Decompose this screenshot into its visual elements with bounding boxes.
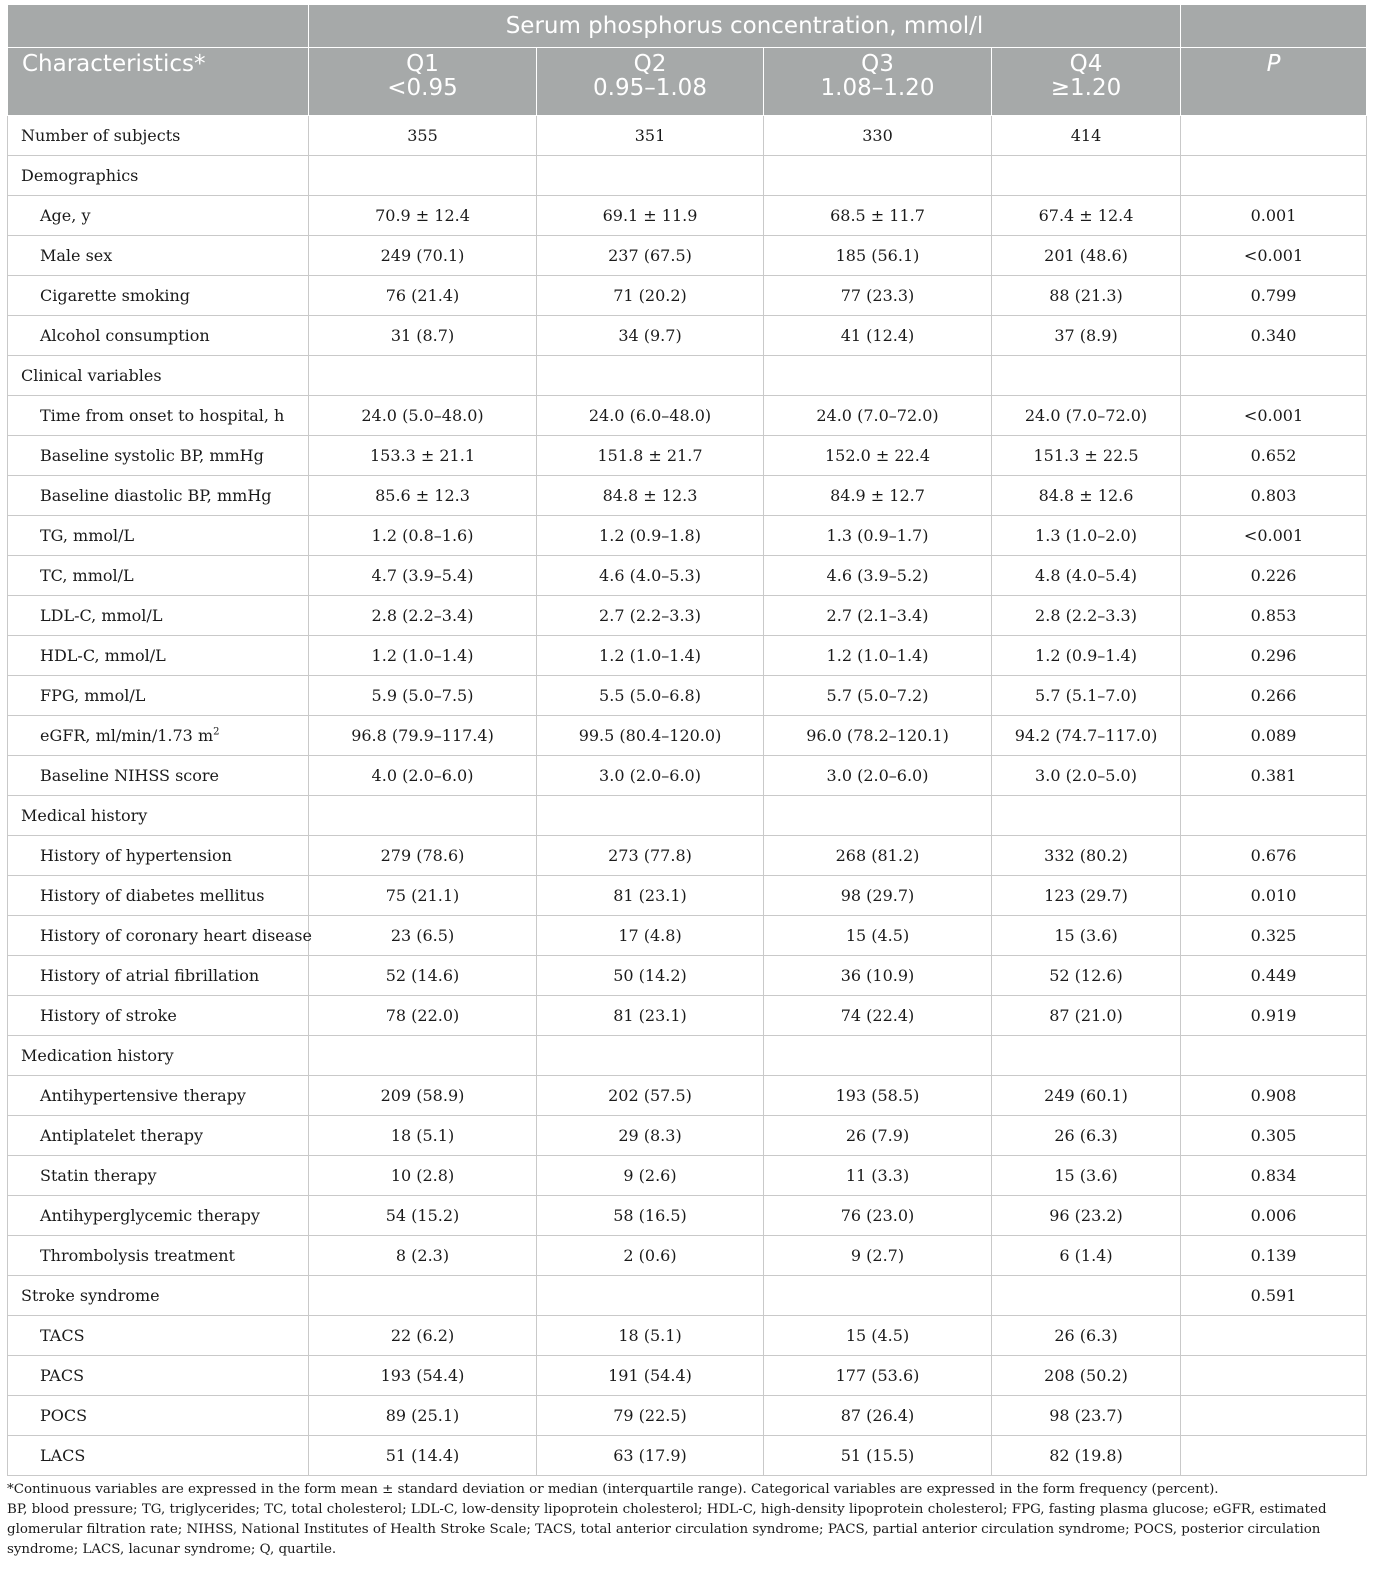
cell-q3: 193 (58.5): [764, 1076, 992, 1116]
cell-q4: 15 (3.6): [992, 1156, 1181, 1196]
cell-q4: 6 (1.4): [992, 1236, 1181, 1276]
cell-q3: 268 (81.2): [764, 836, 992, 876]
cell-q2: 69.1 ± 11.9: [537, 196, 764, 236]
row-label-text: Medical history: [21, 806, 148, 825]
table-row: [8, 156, 1367, 196]
table-row: [8, 1396, 1367, 1436]
header-title: Serum phosphorus concentration, mmol/l: [309, 5, 1181, 48]
cell-q1: [309, 1036, 537, 1076]
cell-q2: 71 (20.2): [537, 276, 764, 316]
cell-q1: 355: [309, 116, 537, 156]
row-label: [8, 236, 309, 276]
footnote-abbreviations: BP, blood pressure; TG, triglycerides; TC, total cholesterol; LDL-C, low-density lipoprotein cholesterol; HDL-C, high-density lipoprotein cholesterol; FPG, fasting plasma glucose; eGFR, estimated glomerular filtration rate; NIHSS, National Institutes of Health Stroke Scale; TACS, total anterior circulation syndrome; PACS, partial anterior circulation syndrome; POCS, posterior circulation syndrome; LACS, lacunar syndrome; Q, quartile.: [7, 1502, 1327, 1557]
cell-q1: 279 (78.6): [309, 836, 537, 876]
row-label: [8, 156, 309, 196]
cell-p: 0.381: [1181, 756, 1367, 796]
data-table: [7, 4, 1367, 1476]
table-row: [8, 316, 1367, 356]
cell-q2: 351: [537, 116, 764, 156]
cell-p: 0.908: [1181, 1076, 1367, 1116]
cell-q3: 1.2 (1.0–1.4): [764, 636, 992, 676]
cell-q1: 54 (15.2): [309, 1196, 537, 1236]
cell-q2: [537, 796, 764, 836]
cell-q3: 84.9 ± 12.7: [764, 476, 992, 516]
cell-q2: 9 (2.6): [537, 1156, 764, 1196]
header-q2-range: 0.95–1.08: [593, 75, 707, 101]
row-label-text: History of coronary heart disease: [40, 926, 312, 945]
table-row: [8, 516, 1367, 556]
cell-q1: 2.8 (2.2–3.4): [309, 596, 537, 636]
cell-q4: 249 (60.1): [992, 1076, 1181, 1116]
cell-q1: 75 (21.1): [309, 876, 537, 916]
cell-p: <0.001: [1181, 396, 1367, 436]
cell-q4: 94.2 (74.7–117.0): [992, 716, 1181, 756]
row-label-text: TG, mmol/L: [40, 526, 135, 545]
cell-q1: 193 (54.4): [309, 1356, 537, 1396]
row-label: [8, 396, 309, 436]
cell-p: [1181, 796, 1367, 836]
cell-q2: 2 (0.6): [537, 1236, 764, 1276]
header-p: P: [1181, 48, 1367, 116]
table-footnotes: [7, 1480, 1359, 1560]
cell-q4: [992, 356, 1181, 396]
table-row: [8, 876, 1367, 916]
table-row: [8, 236, 1367, 276]
cell-q3: 3.0 (2.0–6.0): [764, 756, 992, 796]
cell-q2: 81 (23.1): [537, 876, 764, 916]
cell-q3: [764, 1276, 992, 1316]
table-row: [8, 1356, 1367, 1396]
cell-q4: [992, 156, 1181, 196]
header-q3: [764, 48, 992, 116]
cell-q3: [764, 796, 992, 836]
cell-q2: [537, 1036, 764, 1076]
cell-q3: 9 (2.7): [764, 1236, 992, 1276]
row-label: [8, 716, 309, 756]
cell-q4: 414: [992, 116, 1181, 156]
row-label-text: Age, y: [40, 206, 91, 225]
header-q1-range: <0.95: [387, 75, 458, 101]
cell-q3: 77 (23.3): [764, 276, 992, 316]
header-q3-name: Q3: [861, 51, 894, 77]
cell-q2: 84.8 ± 12.3: [537, 476, 764, 516]
cell-p: 0.591: [1181, 1276, 1367, 1316]
cell-q4: 24.0 (7.0–72.0): [992, 396, 1181, 436]
table-container: [0, 4, 1373, 1560]
cell-q3: 74 (22.4): [764, 996, 992, 1036]
table-row: [8, 676, 1367, 716]
table-row: [8, 916, 1367, 956]
cell-q1: 51 (14.4): [309, 1436, 537, 1476]
row-label: [8, 196, 309, 236]
row-label-text: Number of subjects: [21, 126, 181, 145]
header-q4: [992, 48, 1181, 116]
cell-q4: 96 (23.2): [992, 1196, 1181, 1236]
table-row: [8, 116, 1367, 156]
row-label: [8, 1076, 309, 1116]
cell-q2: 24.0 (6.0–48.0): [537, 396, 764, 436]
cell-q3: 87 (26.4): [764, 1396, 992, 1436]
header-q2: [537, 48, 764, 116]
cell-q1: 22 (6.2): [309, 1316, 537, 1356]
cell-q2: 2.7 (2.2–3.3): [537, 596, 764, 636]
cell-q3: 36 (10.9): [764, 956, 992, 996]
cell-p: 0.010: [1181, 876, 1367, 916]
table-row: [8, 636, 1367, 676]
cell-q2: 1.2 (0.9–1.8): [537, 516, 764, 556]
row-label-text: Baseline NIHSS score: [40, 766, 219, 785]
row-label-text: History of stroke: [40, 1006, 177, 1025]
cell-p: 0.001: [1181, 196, 1367, 236]
table-row: [8, 276, 1367, 316]
cell-q3: 5.7 (5.0–7.2): [764, 676, 992, 716]
cell-q2: 63 (17.9): [537, 1436, 764, 1476]
cell-p: [1181, 356, 1367, 396]
cell-q2: 5.5 (5.0–6.8): [537, 676, 764, 716]
row-label: [8, 876, 309, 916]
cell-q3: 15 (4.5): [764, 916, 992, 956]
cell-q4: 123 (29.7): [992, 876, 1181, 916]
row-label: [8, 1156, 309, 1196]
cell-q4: 37 (8.9): [992, 316, 1181, 356]
cell-q4: 87 (21.0): [992, 996, 1181, 1036]
cell-q3: 177 (53.6): [764, 1356, 992, 1396]
cell-q2: 34 (9.7): [537, 316, 764, 356]
cell-q1: [309, 356, 537, 396]
cell-q1: 18 (5.1): [309, 1116, 537, 1156]
row-label-text: History of atrial fibrillation: [40, 966, 260, 985]
cell-q1: 70.9 ± 12.4: [309, 196, 537, 236]
cell-q4: 4.8 (4.0–5.4): [992, 556, 1181, 596]
row-label: [8, 796, 309, 836]
row-label-text: Male sex: [40, 246, 113, 265]
cell-q2: 17 (4.8): [537, 916, 764, 956]
row-label-text: Antihyperglycemic therapy: [40, 1206, 260, 1225]
cell-q1: 52 (14.6): [309, 956, 537, 996]
cell-q2: 58 (16.5): [537, 1196, 764, 1236]
cell-q3: 96.0 (78.2–120.1): [764, 716, 992, 756]
cell-q4: 1.3 (1.0–2.0): [992, 516, 1181, 556]
cell-q1: 153.3 ± 21.1: [309, 436, 537, 476]
cell-q3: 51 (15.5): [764, 1436, 992, 1476]
cell-q3: 68.5 ± 11.7: [764, 196, 992, 236]
cell-p: [1181, 156, 1367, 196]
cell-q4: 67.4 ± 12.4: [992, 196, 1181, 236]
cell-q1: 5.9 (5.0–7.5): [309, 676, 537, 716]
header-q2-name: Q2: [633, 51, 667, 77]
cell-p: 0.296: [1181, 636, 1367, 676]
cell-q3: [764, 356, 992, 396]
cell-q3: [764, 1036, 992, 1076]
cell-q3: 26 (7.9): [764, 1116, 992, 1156]
cell-q4: 15 (3.6): [992, 916, 1181, 956]
header-blank-left: [8, 5, 309, 48]
cell-q2: 237 (67.5): [537, 236, 764, 276]
cell-q3: 11 (3.3): [764, 1156, 992, 1196]
cell-q4: 88 (21.3): [992, 276, 1181, 316]
table-row: [8, 1236, 1367, 1276]
header-q4-name: Q4: [1069, 51, 1103, 77]
row-label-text: eGFR, ml/min/1.73 m: [40, 726, 214, 745]
table-row: [8, 1156, 1367, 1196]
cell-q2: 3.0 (2.0–6.0): [537, 756, 764, 796]
cell-q1: 1.2 (0.8–1.6): [309, 516, 537, 556]
table-row: [8, 996, 1367, 1036]
cell-p: 0.799: [1181, 276, 1367, 316]
cell-q1: 24.0 (5.0–48.0): [309, 396, 537, 436]
cell-q3: 185 (56.1): [764, 236, 992, 276]
row-label: [8, 676, 309, 716]
cell-q1: 78 (22.0): [309, 996, 537, 1036]
cell-q3: 330: [764, 116, 992, 156]
header-q4-range: ≥1.20: [1050, 75, 1122, 101]
row-label: [8, 436, 309, 476]
cell-q2: [537, 156, 764, 196]
table-row: [8, 956, 1367, 996]
row-label: [8, 1196, 309, 1236]
row-label: [8, 836, 309, 876]
cell-q3: 41 (12.4): [764, 316, 992, 356]
table-row: [8, 1036, 1367, 1076]
cell-p: 0.449: [1181, 956, 1367, 996]
header-q3-range: 1.08–1.20: [820, 75, 935, 101]
row-label-text: Demographics: [21, 166, 139, 185]
table-row: [8, 1116, 1367, 1156]
row-label: [8, 1036, 309, 1076]
cell-p: [1181, 116, 1367, 156]
cell-q1: 8 (2.3): [309, 1236, 537, 1276]
cell-q1: 1.2 (1.0–1.4): [309, 636, 537, 676]
cell-p: 0.006: [1181, 1196, 1367, 1236]
row-label-text: POCS: [40, 1406, 88, 1425]
cell-q1: 4.7 (3.9–5.4): [309, 556, 537, 596]
row-label-text: History of hypertension: [40, 846, 232, 865]
cell-p: [1181, 1356, 1367, 1396]
row-label-text: Thrombolysis treatment: [40, 1246, 235, 1265]
cell-p: 0.834: [1181, 1156, 1367, 1196]
cell-q4: 98 (23.7): [992, 1396, 1181, 1436]
cell-p: 0.340: [1181, 316, 1367, 356]
cell-p: 0.266: [1181, 676, 1367, 716]
table-row: [8, 196, 1367, 236]
cell-q1: 76 (21.4): [309, 276, 537, 316]
row-label-text: LDL-C, mmol/L: [40, 606, 163, 625]
table-body: [8, 116, 1367, 1476]
row-label-text: FPG, mmol/L: [40, 686, 146, 705]
row-label: [8, 636, 309, 676]
cell-q2: 99.5 (80.4–120.0): [537, 716, 764, 756]
cell-p: [1181, 1436, 1367, 1476]
row-label-text: TC, mmol/L: [40, 566, 134, 585]
row-label: [8, 516, 309, 556]
cell-q4: 26 (6.3): [992, 1316, 1181, 1356]
cell-q1: [309, 156, 537, 196]
cell-q4: 82 (19.8): [992, 1436, 1181, 1476]
cell-q4: 3.0 (2.0–5.0): [992, 756, 1181, 796]
row-label: [8, 956, 309, 996]
cell-q2: 202 (57.5): [537, 1076, 764, 1116]
row-label-text: Antiplatelet therapy: [40, 1126, 203, 1145]
cell-p: 0.919: [1181, 996, 1367, 1036]
header-blank-right: [1181, 5, 1367, 48]
row-label: [8, 1356, 309, 1396]
cell-q1: 249 (70.1): [309, 236, 537, 276]
cell-q3: 24.0 (7.0–72.0): [764, 396, 992, 436]
table-row: [8, 1196, 1367, 1236]
cell-q1: 209 (58.9): [309, 1076, 537, 1116]
cell-q3: 98 (29.7): [764, 876, 992, 916]
cell-q1: 4.0 (2.0–6.0): [309, 756, 537, 796]
row-label-text: Baseline systolic BP, mmHg: [40, 446, 264, 465]
row-label-text: Medication history: [21, 1046, 174, 1065]
table-row: [8, 436, 1367, 476]
cell-p: 0.676: [1181, 836, 1367, 876]
cell-q4: 2.8 (2.2–3.3): [992, 596, 1181, 636]
row-label: [8, 476, 309, 516]
table-row: [8, 396, 1367, 436]
cell-p: [1181, 1396, 1367, 1436]
cell-p: <0.001: [1181, 236, 1367, 276]
cell-q3: 15 (4.5): [764, 1316, 992, 1356]
cell-q1: 85.6 ± 12.3: [309, 476, 537, 516]
cell-q3: 152.0 ± 22.4: [764, 436, 992, 476]
cell-q4: 332 (80.2): [992, 836, 1181, 876]
row-label-superscript: 2: [213, 726, 220, 738]
cell-p: 0.089: [1181, 716, 1367, 756]
cell-q2: [537, 356, 764, 396]
cell-q4: [992, 1036, 1181, 1076]
cell-p: 0.853: [1181, 596, 1367, 636]
cell-q1: 96.8 (79.9–117.4): [309, 716, 537, 756]
cell-q4: 201 (48.6): [992, 236, 1181, 276]
cell-q2: 79 (22.5): [537, 1396, 764, 1436]
row-label: [8, 756, 309, 796]
cell-p: 0.226: [1181, 556, 1367, 596]
row-label: [8, 556, 309, 596]
cell-p: <0.001: [1181, 516, 1367, 556]
header-q1: [309, 48, 537, 116]
cell-q2: 273 (77.8): [537, 836, 764, 876]
row-label: [8, 316, 309, 356]
cell-q2: 29 (8.3): [537, 1116, 764, 1156]
cell-q4: 5.7 (5.1–7.0): [992, 676, 1181, 716]
row-label: [8, 1236, 309, 1276]
table-row: [8, 796, 1367, 836]
footnote-definitions: *Continuous variables are expressed in the form mean ± standard deviation or median (interquartile range). Categorical variables are expressed in the form frequency (percent).: [7, 1482, 1219, 1497]
row-label: [8, 1116, 309, 1156]
cell-p: [1181, 1316, 1367, 1356]
row-label: [8, 1276, 309, 1316]
row-label: [8, 1316, 309, 1356]
table-row: [8, 596, 1367, 636]
row-label-text: HDL-C, mmol/L: [40, 646, 166, 665]
cell-q1: 89 (25.1): [309, 1396, 537, 1436]
table-row: [8, 356, 1367, 396]
row-label-text: Clinical variables: [21, 366, 162, 385]
row-label-text: Stroke syndrome: [21, 1286, 160, 1305]
cell-q2: 50 (14.2): [537, 956, 764, 996]
table-row: [8, 1316, 1367, 1356]
table-row: [8, 1276, 1367, 1316]
cell-q3: 2.7 (2.1–3.4): [764, 596, 992, 636]
cell-q2: [537, 1276, 764, 1316]
row-label-text: Antihypertensive therapy: [40, 1086, 246, 1105]
table-row: [8, 836, 1367, 876]
table-row: [8, 756, 1367, 796]
cell-q4: 84.8 ± 12.6: [992, 476, 1181, 516]
cell-q4: 1.2 (0.9–1.4): [992, 636, 1181, 676]
row-label-text: Baseline diastolic BP, mmHg: [40, 486, 272, 505]
row-label-text: TACS: [40, 1326, 85, 1345]
header-characteristics: Characteristics*: [8, 48, 309, 116]
cell-q1: 23 (6.5): [309, 916, 537, 956]
table-row: [8, 476, 1367, 516]
cell-q4: [992, 796, 1181, 836]
cell-p: 0.803: [1181, 476, 1367, 516]
cell-q4: 26 (6.3): [992, 1116, 1181, 1156]
row-label-text: Statin therapy: [40, 1166, 157, 1185]
cell-p: [1181, 1036, 1367, 1076]
row-label: [8, 916, 312, 956]
cell-q2: 1.2 (1.0–1.4): [537, 636, 764, 676]
cell-p: 0.325: [1181, 916, 1367, 956]
row-label: [8, 596, 309, 636]
table-row: [8, 556, 1367, 596]
cell-q4: 208 (50.2): [992, 1356, 1181, 1396]
row-label-text: Time from onset to hospital, h: [40, 406, 285, 425]
table-header: [8, 5, 1367, 116]
cell-q2: 151.8 ± 21.7: [537, 436, 764, 476]
cell-p: 0.139: [1181, 1236, 1367, 1276]
cell-q2: 191 (54.4): [537, 1356, 764, 1396]
cell-q3: 1.3 (0.9–1.7): [764, 516, 992, 556]
table-row: [8, 1076, 1367, 1116]
cell-q3: [764, 156, 992, 196]
cell-p: 0.652: [1181, 436, 1367, 476]
cell-q4: 52 (12.6): [992, 956, 1181, 996]
row-label: [8, 996, 309, 1036]
table-row: [8, 716, 1367, 756]
cell-q3: 76 (23.0): [764, 1196, 992, 1236]
row-label-text: Cigarette smoking: [40, 286, 191, 305]
cell-q2: 18 (5.1): [537, 1316, 764, 1356]
cell-q2: 4.6 (4.0–5.3): [537, 556, 764, 596]
cell-p: 0.305: [1181, 1116, 1367, 1156]
row-label-text: History of diabetes mellitus: [40, 886, 265, 905]
cell-q2: 81 (23.1): [537, 996, 764, 1036]
header-q1-name: Q1: [406, 51, 439, 77]
cell-q1: 10 (2.8): [309, 1156, 537, 1196]
row-label: [8, 276, 309, 316]
table-row: [8, 1436, 1367, 1476]
row-label: [8, 1436, 309, 1476]
row-label: [8, 356, 309, 396]
row-label: [8, 116, 309, 156]
row-label-text: Alcohol consumption: [40, 326, 210, 345]
cell-q1: [309, 1276, 537, 1316]
cell-q1: 31 (8.7): [309, 316, 537, 356]
cell-q4: [992, 1276, 1181, 1316]
cell-q1: [309, 796, 537, 836]
row-label: [8, 1396, 309, 1436]
cell-q3: 4.6 (3.9–5.2): [764, 556, 992, 596]
cell-q4: 151.3 ± 22.5: [992, 436, 1181, 476]
row-label-text: LACS: [40, 1446, 86, 1465]
row-label-text: PACS: [40, 1366, 85, 1385]
